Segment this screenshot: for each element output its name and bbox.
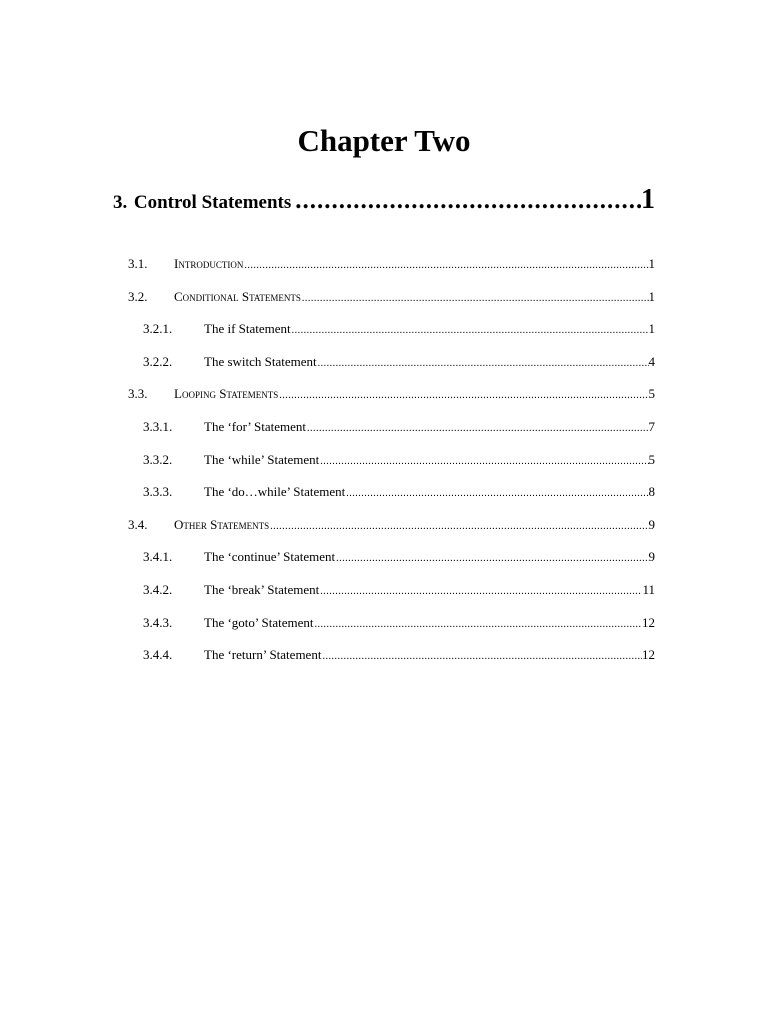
toc-entry-do-while-statement[interactable]	[0, 484, 655, 517]
toc-entry-return-statement[interactable]	[0, 647, 655, 680]
toc-entry-page: 11	[642, 581, 655, 597]
toc-entry-introduction[interactable]	[0, 256, 655, 289]
chapter-title: Chapter Two	[297, 122, 471, 158]
toc-entry-page: 1	[648, 256, 655, 271]
toc-entry-number: 3.4.2.	[143, 581, 173, 597]
toc-entry-title: The ‘return’ Statement	[204, 647, 322, 663]
toc-entry-other-statements[interactable]	[0, 517, 655, 550]
toc-entry-title: Looping Statements	[174, 386, 279, 402]
toc-heading-entry[interactable]	[113, 184, 655, 218]
dot-leader	[302, 293, 649, 304]
toc-entry-number: 3.1.	[128, 256, 148, 271]
toc-entry-while-statement[interactable]	[0, 452, 655, 485]
toc-entry-number: 3.2.2.	[143, 353, 173, 369]
toc-heading-page: 1	[641, 184, 655, 215]
toc-entry-number: 3.3.3.	[143, 484, 173, 500]
toc-entry-title: The if Statement	[204, 321, 291, 337]
toc-entry-page: 12	[642, 647, 655, 663]
toc-entry-number: 3.3.	[128, 386, 148, 402]
toc-entry-title: The switch Statement	[204, 353, 317, 369]
toc-entry-if-statement[interactable]	[0, 321, 655, 354]
toc-entry-number: 3.2.	[128, 288, 148, 304]
toc-entry-page: 5	[648, 451, 655, 467]
toc-entry-page: 7	[648, 418, 655, 434]
toc-entry-title: The ‘goto’ Statement	[204, 614, 314, 630]
toc-entry-conditional-statements[interactable]	[0, 289, 655, 322]
dot-leader	[307, 423, 648, 434]
toc-entry-for-statement[interactable]	[0, 419, 655, 452]
toc-entry-number: 3.4.4.	[143, 647, 173, 663]
toc-list	[0, 256, 768, 680]
dot-leader	[244, 260, 648, 271]
toc-entry-page: 4	[648, 353, 655, 369]
toc-entry-page: 1	[648, 321, 655, 337]
dot-leader	[315, 619, 642, 630]
toc-heading-title: Control Statements	[133, 192, 292, 213]
toc-entry-goto-statement[interactable]	[0, 615, 655, 648]
dot-leader	[346, 488, 648, 499]
dot-leader	[320, 456, 648, 467]
toc-entry-page: 1	[648, 288, 655, 304]
toc-entry-looping-statements[interactable]	[0, 386, 655, 419]
dot-leader	[292, 325, 649, 336]
toc-entry-page: 5	[648, 386, 655, 402]
toc-entry-number: 3.2.1.	[143, 321, 173, 337]
toc-entry-continue-statement[interactable]	[0, 549, 655, 582]
dot-leader	[318, 358, 649, 369]
toc-entry-title: Other Statements	[174, 516, 270, 532]
dot-leader	[320, 586, 642, 597]
toc-entry-number: 3.4.1.	[143, 549, 173, 565]
toc-entry-page: 9	[648, 516, 655, 532]
toc-heading-number: 3.	[113, 192, 128, 213]
toc-entry-page: 9	[648, 549, 655, 565]
toc-entry-title: Introduction	[174, 256, 244, 271]
toc-entry-break-statement[interactable]	[0, 582, 655, 615]
toc-entry-title: The ‘while’ Statement	[204, 451, 320, 467]
toc-entry-switch-statement[interactable]	[0, 354, 655, 387]
toc-entry-title: The ‘for’ Statement	[204, 418, 307, 434]
toc-entry-page: 8	[648, 484, 655, 500]
toc-entry-title: The ‘break’ Statement	[204, 581, 320, 597]
toc-entry-title: The ‘do…while’ Statement	[204, 484, 346, 500]
dot-leader	[322, 651, 642, 662]
dot-leader	[270, 521, 648, 532]
toc-entry-number: 3.3.1.	[143, 418, 173, 434]
toc-entry-number: 3.4.3.	[143, 614, 173, 630]
toc-entry-page: 12	[642, 614, 655, 630]
dot-leader	[279, 390, 648, 401]
toc-entry-title: The ‘continue’ Statement	[204, 549, 336, 565]
toc-entry-number: 3.3.2.	[143, 451, 173, 467]
dot-leader	[295, 187, 641, 215]
toc-entry-number: 3.4.	[128, 516, 148, 532]
dot-leader	[336, 553, 648, 564]
toc-entry-title: Conditional Statements	[174, 288, 301, 304]
